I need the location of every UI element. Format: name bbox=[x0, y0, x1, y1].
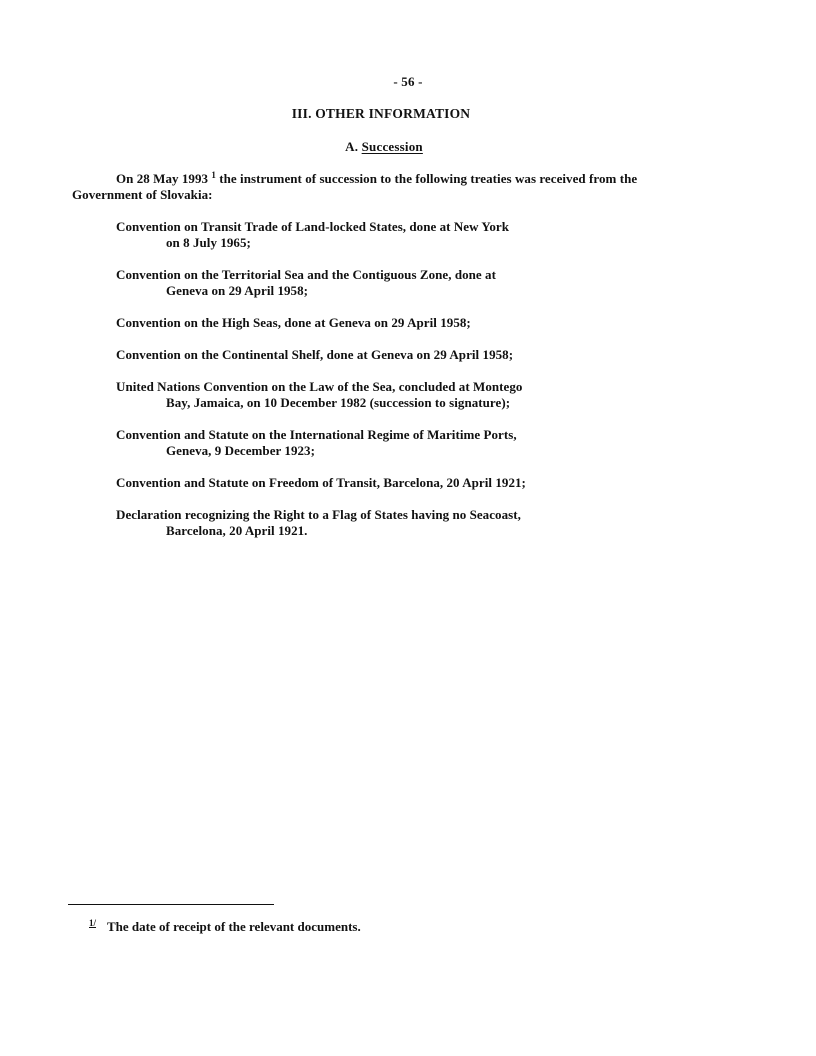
treaty-title: United Nations Convention on the Law of the Sea, concluded at Montego bbox=[116, 379, 523, 394]
subsection-heading bbox=[0, 139, 768, 155]
treaty-title: Convention and Statute on Freedom of Transit, Barcelona, 20 April 1921; bbox=[116, 475, 526, 490]
treaty-title: Convention on the Territorial Sea and the Contiguous Zone, done at bbox=[116, 267, 496, 282]
treaty-title: Declaration recognizing the Right to a Flag of States having no Seacoast, bbox=[116, 507, 521, 522]
treaty-details: Barcelona, 20 April 1921. bbox=[166, 523, 308, 538]
intro-line-2: Government of Slovakia: bbox=[72, 187, 213, 202]
subsection-title: Succession bbox=[361, 139, 423, 154]
treaty-item bbox=[116, 475, 676, 491]
treaty-details: Bay, Jamaica, on 10 December 1982 (succession to signature); bbox=[166, 395, 511, 410]
footnote-text: The date of receipt of the relevant documents. bbox=[107, 919, 361, 934]
treaty-item bbox=[116, 267, 676, 299]
intro-paragraph bbox=[72, 171, 672, 203]
subsection-letter: A. bbox=[345, 139, 359, 154]
section-heading: III. OTHER INFORMATION bbox=[291, 106, 471, 121]
treaty-item bbox=[116, 379, 676, 411]
treaty-item bbox=[116, 507, 676, 539]
treaty-details: Geneva on 29 April 1958; bbox=[166, 283, 309, 298]
intro-date: On 28 May 1993 bbox=[116, 171, 209, 186]
treaty-title: Convention on the Continental Shelf, done at Geneva on 29 April 1958; bbox=[116, 347, 514, 362]
intro-text: the instrument of succession to the following treaties was received from the bbox=[219, 171, 638, 186]
treaty-details: Geneva, 9 December 1923; bbox=[166, 443, 315, 458]
footnote-separator bbox=[68, 904, 274, 905]
footnote bbox=[89, 918, 361, 935]
footnote-marker: 1/ bbox=[89, 918, 97, 928]
treaty-title: Convention on the High Seas, done at Geneva on 29 April 1958; bbox=[116, 315, 471, 330]
treaty-item bbox=[116, 347, 676, 363]
treaty-item bbox=[116, 219, 676, 251]
intro-line-1 bbox=[72, 171, 672, 187]
footnote-reference: 1 bbox=[211, 170, 216, 180]
treaty-item bbox=[116, 315, 676, 331]
treaty-details: on 8 July 1965; bbox=[166, 235, 251, 250]
page-number: - 56 - bbox=[393, 74, 423, 89]
treaty-title: Convention on Transit Trade of Land-locked States, done at New York bbox=[116, 219, 510, 234]
treaty-title: Convention and Statute on the International Regime of Maritime Ports, bbox=[116, 427, 517, 442]
treaty-list bbox=[116, 219, 676, 555]
treaty-item bbox=[116, 427, 676, 459]
